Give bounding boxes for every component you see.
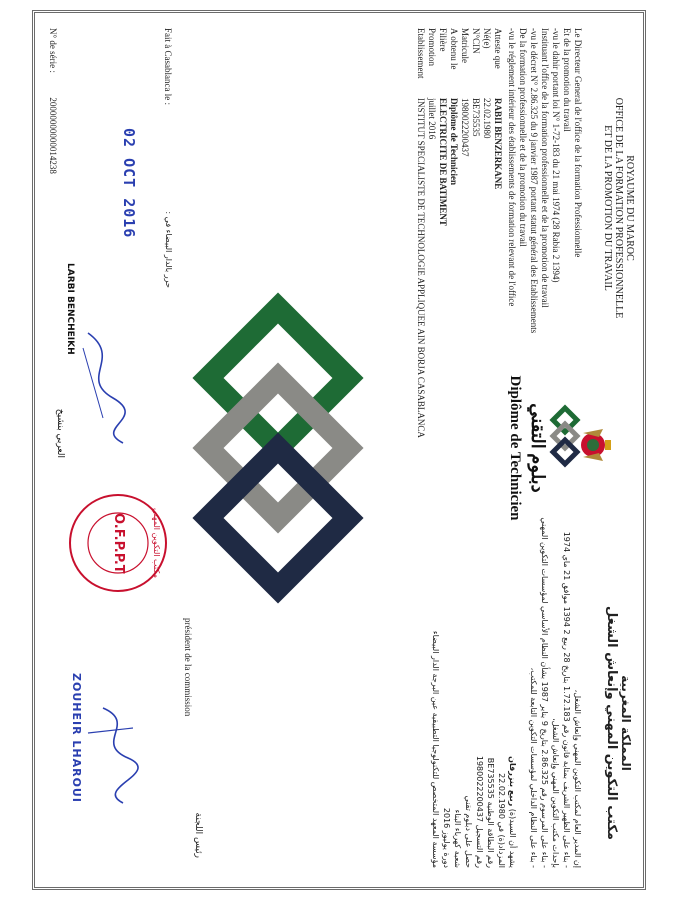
ofppt-large-logo-icon xyxy=(178,278,378,608)
right-signature-icon xyxy=(83,698,143,808)
fields-fr xyxy=(415,28,503,438)
field-fr-row: Matricule1980022200437 xyxy=(460,28,470,157)
ofppt-stamp xyxy=(63,488,173,598)
field-ar-row: دورة يوليوز 2016 xyxy=(442,807,451,868)
field-ar-row: مؤسسة المعهد المتخصص للتكنولوجيا التطبيقية عين البرجة الدار البيضاء xyxy=(431,630,440,868)
field-fr-row: A obtenu leDiplôme de Technicien xyxy=(449,28,459,186)
field-fr-row: Promotionjuillet 2016 xyxy=(427,28,437,140)
diploma-page xyxy=(43,18,643,878)
field-ar-row: المزداد(ة) في 22.02.1980 xyxy=(497,773,506,868)
president-label-ar: رئيس اللجنة xyxy=(193,812,203,858)
header-ar xyxy=(604,578,633,868)
title-ar: دبلوم التقني xyxy=(528,403,548,493)
header-ar-line1: المملكة المغربية xyxy=(619,675,633,771)
intro-fr-line: De la formation professionnelle et de la promotion du travail xyxy=(518,28,528,247)
intro-fr-line: Et de la promotion du travail xyxy=(562,28,572,132)
header-ar-line2: مكتب التكوين المهني وإنعاش الشغل xyxy=(604,606,619,840)
president-label: président de la commission xyxy=(183,618,193,717)
header-fr xyxy=(602,78,635,338)
field-ar-row: يشهد أن السيد(ة) ربيع بنزرقان xyxy=(508,756,517,868)
left-signature-name: LARBI BENCHEIKH xyxy=(65,263,75,355)
field-ar-row: رقم التسجيل 1980022200437 xyxy=(475,755,484,868)
fields-ar xyxy=(430,578,518,868)
ofppt-small-logo-icon xyxy=(545,396,585,476)
intro-ar-line: - بناء على الظهير الشريف بمثابة قانون رقم 1.72.183 بتاريخ 28 ربيع 2 1394 موافق 21 ماي 1974 xyxy=(562,531,571,868)
intro-fr-line: Le Directeur General de l'office de la formation Professionnelle xyxy=(573,28,583,258)
left-signature-name-ar: العربي بنشيخ xyxy=(55,408,65,458)
intro-fr-line: -vu le dahir portant loi N° 1-72-183 du 21 mai 1974 (28 Rabia 2 1394) xyxy=(551,28,561,283)
intro-ar-line: - بناء على المرسوم رقم 2.86.325 بتاريخ 9 يناير 1987 بشأن النظام الأساسي لمؤسسات التكوين المهني xyxy=(540,517,549,868)
serial-label: N° de série : xyxy=(48,28,58,73)
field-ar-row: رقم البطاقة الوطنية BE735535 xyxy=(486,757,495,868)
serial-number xyxy=(48,28,58,174)
header-fr-line2: OFFICE DE LA FORMATION PROFESSIONNELLE xyxy=(613,97,624,319)
header-fr-line3: ET DE LA PROMOTION DU TRAVAIL xyxy=(602,125,613,291)
field-ar-row: حصل على دبلوم تقني xyxy=(464,795,473,868)
fait-label-ar: حرر بالدار البيضاء في : xyxy=(164,211,173,288)
stamp-text: O.F.P.P.T xyxy=(111,513,126,574)
field-fr-row: Atteste queRABII BENZERKANE xyxy=(493,28,503,190)
intro-fr-line: -vu le décret N° 2.86.325 du 9 janvier 1987 portant statut général des Etablissements xyxy=(529,28,539,334)
field-ar-row: شعبة كهرباء البناء xyxy=(453,809,462,868)
field-fr-row: FilièreELECTRICITE DE BATIMENT xyxy=(438,28,448,226)
field-fr-row: EtablissementINSTITUT SPECIALISTE DE TECHNOLOGIE APPLIQUEE AIN BORJA CASABLANCA xyxy=(416,28,426,438)
intro-ar-line: - بناء على النظام الداخلي لمؤسسات التكوين التابعة للمكتب، xyxy=(529,667,538,868)
date-stamp: 02 OCT 2016 xyxy=(120,128,138,239)
intro-ar-line: إن المدير العام لمكتب التكوين المهني وإنعاش الشغل، xyxy=(573,689,582,868)
field-fr-row: N°CINBE735535 xyxy=(471,28,481,137)
intro-ar-line: بإحداث مكتب التكوين المهني وإنعاش الشغل، xyxy=(551,718,560,868)
stamp-arc-text: مكتب التكوين المهني xyxy=(152,507,161,579)
left-signature-icon xyxy=(73,328,133,448)
field-fr-row: Né(e)22.02.1980 xyxy=(482,28,492,139)
intro-ar xyxy=(528,488,583,868)
serial-value: 20000000000014238 xyxy=(48,97,58,174)
right-signature-name: ZOUHEIR LHAROUI xyxy=(70,673,83,803)
fait-label: Fait à Casablanca le : xyxy=(163,28,173,105)
intro-fr-line: Instituant l'office de la formation professionnelle et de la promotion de travail xyxy=(540,28,550,308)
header-fr-line1: ROYAUME DU MAROC xyxy=(624,155,635,261)
title-fr: Diplôme de Technicien xyxy=(507,375,523,521)
intro-fr-line: -vu le réglement intérieur des établissements de formation relevant de l'office xyxy=(507,28,517,307)
intro-fr xyxy=(506,28,583,333)
